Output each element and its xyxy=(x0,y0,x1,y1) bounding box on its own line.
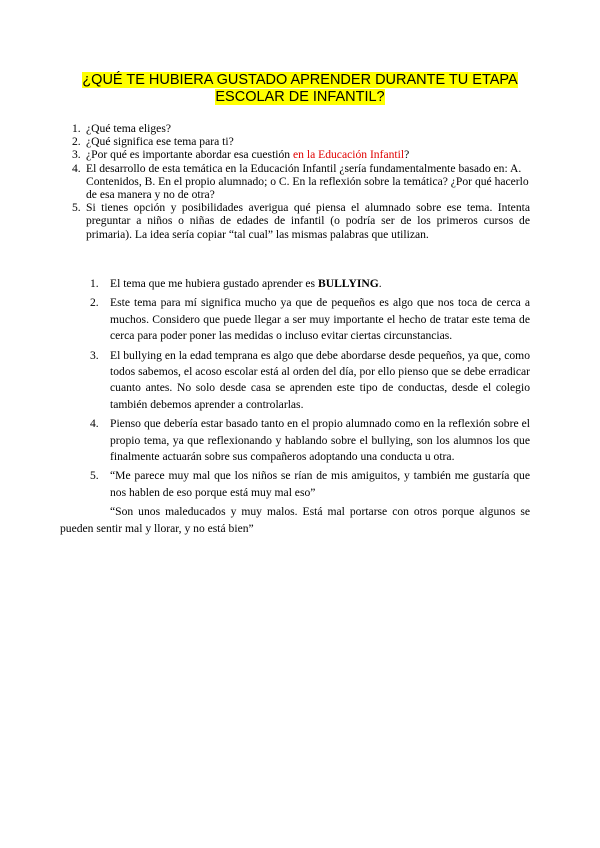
question-number: 2. xyxy=(72,135,81,149)
answer-text: “Me parece muy mal que los niños se rían de mis amiguitos, y también me gustaría que nos hablen de eso porque está muy mal eso” xyxy=(110,469,530,499)
question-item xyxy=(60,162,530,202)
question-highlight: en la Educación Infantil xyxy=(293,148,405,162)
answer-item xyxy=(60,416,530,465)
question-item xyxy=(60,148,530,161)
second-quote: “Son unos maleducados y muy malos. Está mal portarse con otros porque algunos se pueden sentir mal y llorar, y no está bien” xyxy=(60,505,530,535)
question-number: 5. xyxy=(72,201,81,215)
answer-continuation xyxy=(60,504,530,537)
answer-bold-term: BULLYING xyxy=(317,277,379,290)
answer-text-after: . xyxy=(378,277,382,290)
answer-item xyxy=(60,295,530,344)
question-number: 4. xyxy=(72,161,81,175)
question-text-after: ? xyxy=(404,148,410,162)
question-text: El desarrollo de esta temática en la Educación Infantil ¿sería fundamentalmente basado en: A. Contenidos, B. En el propio alumnado; o C. En la reflexión sobre la temática? ¿Por qué hacerlo de esa manera y no de otra? xyxy=(86,161,529,202)
question-item xyxy=(60,201,530,241)
answer-text: Pienso que debería estar basado tanto en el propio alumnado como en la reflexión sobre el propio tema, ya que reflexionando y hablando sobre el bullying, son los alumnos los que finalmente actuarán sobre sus compañeros adoptando una conducta u otra. xyxy=(110,417,530,464)
answer-item xyxy=(60,276,530,292)
answer-text: El bullying en la edad temprana es algo que debe abordarse desde pequeños, ya que, como todos sabemos, el acoso escolar está al orden del día, por ello pienso que se debe erradicar cuanto antes. No solo desde casa se aprenden este tipo de conductas, desde el colegio también debemos aprender a controlarlas. xyxy=(110,348,530,411)
answer-number: 3. xyxy=(90,348,99,362)
answer-list xyxy=(60,276,530,540)
question-text: Si tienes opción y posibilidades averigua qué piensa el alumnado sobre ese tema. Intenta preguntar a niños o niñas de edades de infantil (o podría ser de los primeros cursos de primaria). La idea sería copiar “tal cual” las mismas palabras que utilizan. xyxy=(86,201,530,241)
answer-item xyxy=(60,468,530,501)
question-text: ¿Qué tema eliges? xyxy=(86,122,171,135)
answer-text: Este tema para mí significa mucho ya que de pequeños es algo que nos toca de cerca a muchos. Considero que puede llegar a ser muy importante el hecho de tratar este tema de cerca para poder poner las medidas o incluso evitar ciertas circunstancias. xyxy=(110,296,530,343)
question-number: 1. xyxy=(72,122,81,135)
answer-number: 5. xyxy=(90,469,99,483)
question-text: ¿Qué significa ese tema para ti? xyxy=(86,135,234,149)
answer-number: 4. xyxy=(90,417,99,431)
answer-item xyxy=(60,348,530,414)
answer-text: El tema que me hubiera gustado aprender es xyxy=(110,277,318,290)
question-number: 3. xyxy=(72,148,81,162)
question-item xyxy=(60,122,530,135)
question-text: ¿Por qué es importante abordar esa cuestión xyxy=(86,148,294,162)
answer-number: 1. xyxy=(90,277,99,290)
question-list xyxy=(60,122,530,241)
answer-number: 2. xyxy=(90,296,99,310)
document-title-text: ¿QUÉ TE HUBIERA GUSTADO APRENDER DURANTE TU ETAPA ESCOLAR DE INFANTIL? xyxy=(82,72,518,105)
question-item xyxy=(60,135,530,148)
document-title xyxy=(60,72,540,106)
